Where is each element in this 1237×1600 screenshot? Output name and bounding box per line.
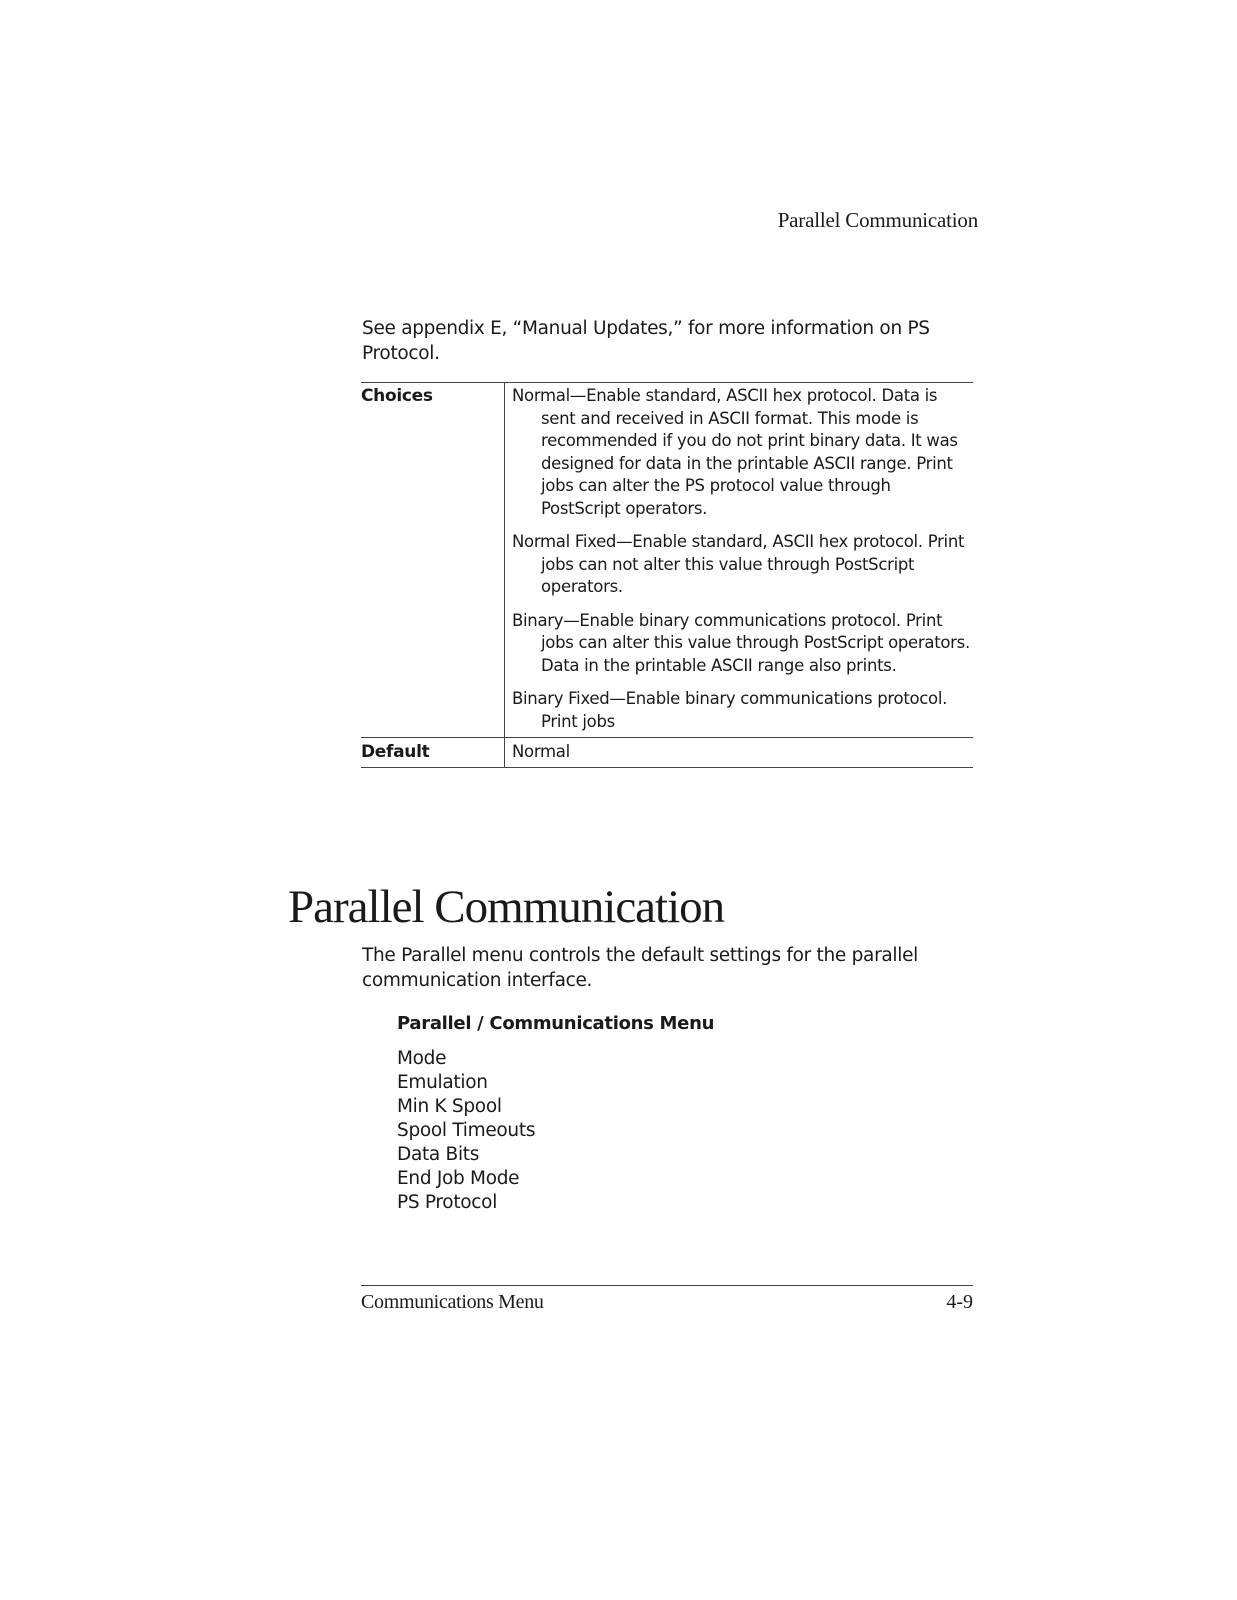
- footer-rule: [361, 1285, 973, 1286]
- menu-item-data-bits: Data Bits: [397, 1144, 480, 1165]
- choices-label: Choices: [361, 383, 505, 738]
- menu-item-emulation: Emulation: [397, 1072, 488, 1093]
- ps-protocol-table: [361, 382, 973, 768]
- menu-item-mode: Mode: [397, 1048, 447, 1069]
- table-row-choices: [361, 383, 973, 738]
- menu-list: [397, 1047, 535, 1215]
- table-row-default: [361, 738, 973, 768]
- footer-chapter: Communications Menu: [361, 1291, 544, 1313]
- choice-normal: Normal—Enable standard, ASCII hex protocol. Data is sent and received in ASCII format. This mode is recommended if you do not print binary data. It was designed for data in the printable ASCII range. Print jobs can alter the PS protocol value through PostScript operators.: [512, 386, 958, 518]
- choices-cell: [505, 383, 974, 738]
- section-title: Parallel Communication: [288, 881, 725, 933]
- default-value: Normal: [505, 738, 974, 768]
- choice-binary: Binary—Enable binary communications protocol. Print jobs can alter this value through PostScript operators. Data in the printable ASCII range also prints.: [512, 610, 970, 675]
- default-label: Default: [361, 738, 505, 768]
- intro-paragraph: See appendix E, “Manual Updates,” for more information on PS Protocol.: [362, 318, 930, 364]
- choice-normal-fixed: Normal Fixed—Enable standard, ASCII hex protocol. Print jobs can not alter this value through PostScript operators.: [512, 532, 965, 596]
- section-body: The Parallel menu controls the default settings for the parallel communication interface.: [362, 945, 919, 991]
- menu-heading: Parallel / Communications Menu: [397, 1013, 715, 1034]
- menu-item-min-k-spool: Min K Spool: [397, 1096, 502, 1117]
- menu-item-end-job-mode: End Job Mode: [397, 1168, 520, 1189]
- page-number: 4-9: [946, 1291, 973, 1313]
- choice-binary-fixed: Binary Fixed—Enable binary communications protocol. Print jobs: [512, 689, 948, 731]
- running-head: Parallel Communication: [777, 208, 978, 232]
- menu-item-spool-timeouts: Spool Timeouts: [397, 1120, 536, 1141]
- menu-item-ps-protocol: PS Protocol: [397, 1192, 498, 1213]
